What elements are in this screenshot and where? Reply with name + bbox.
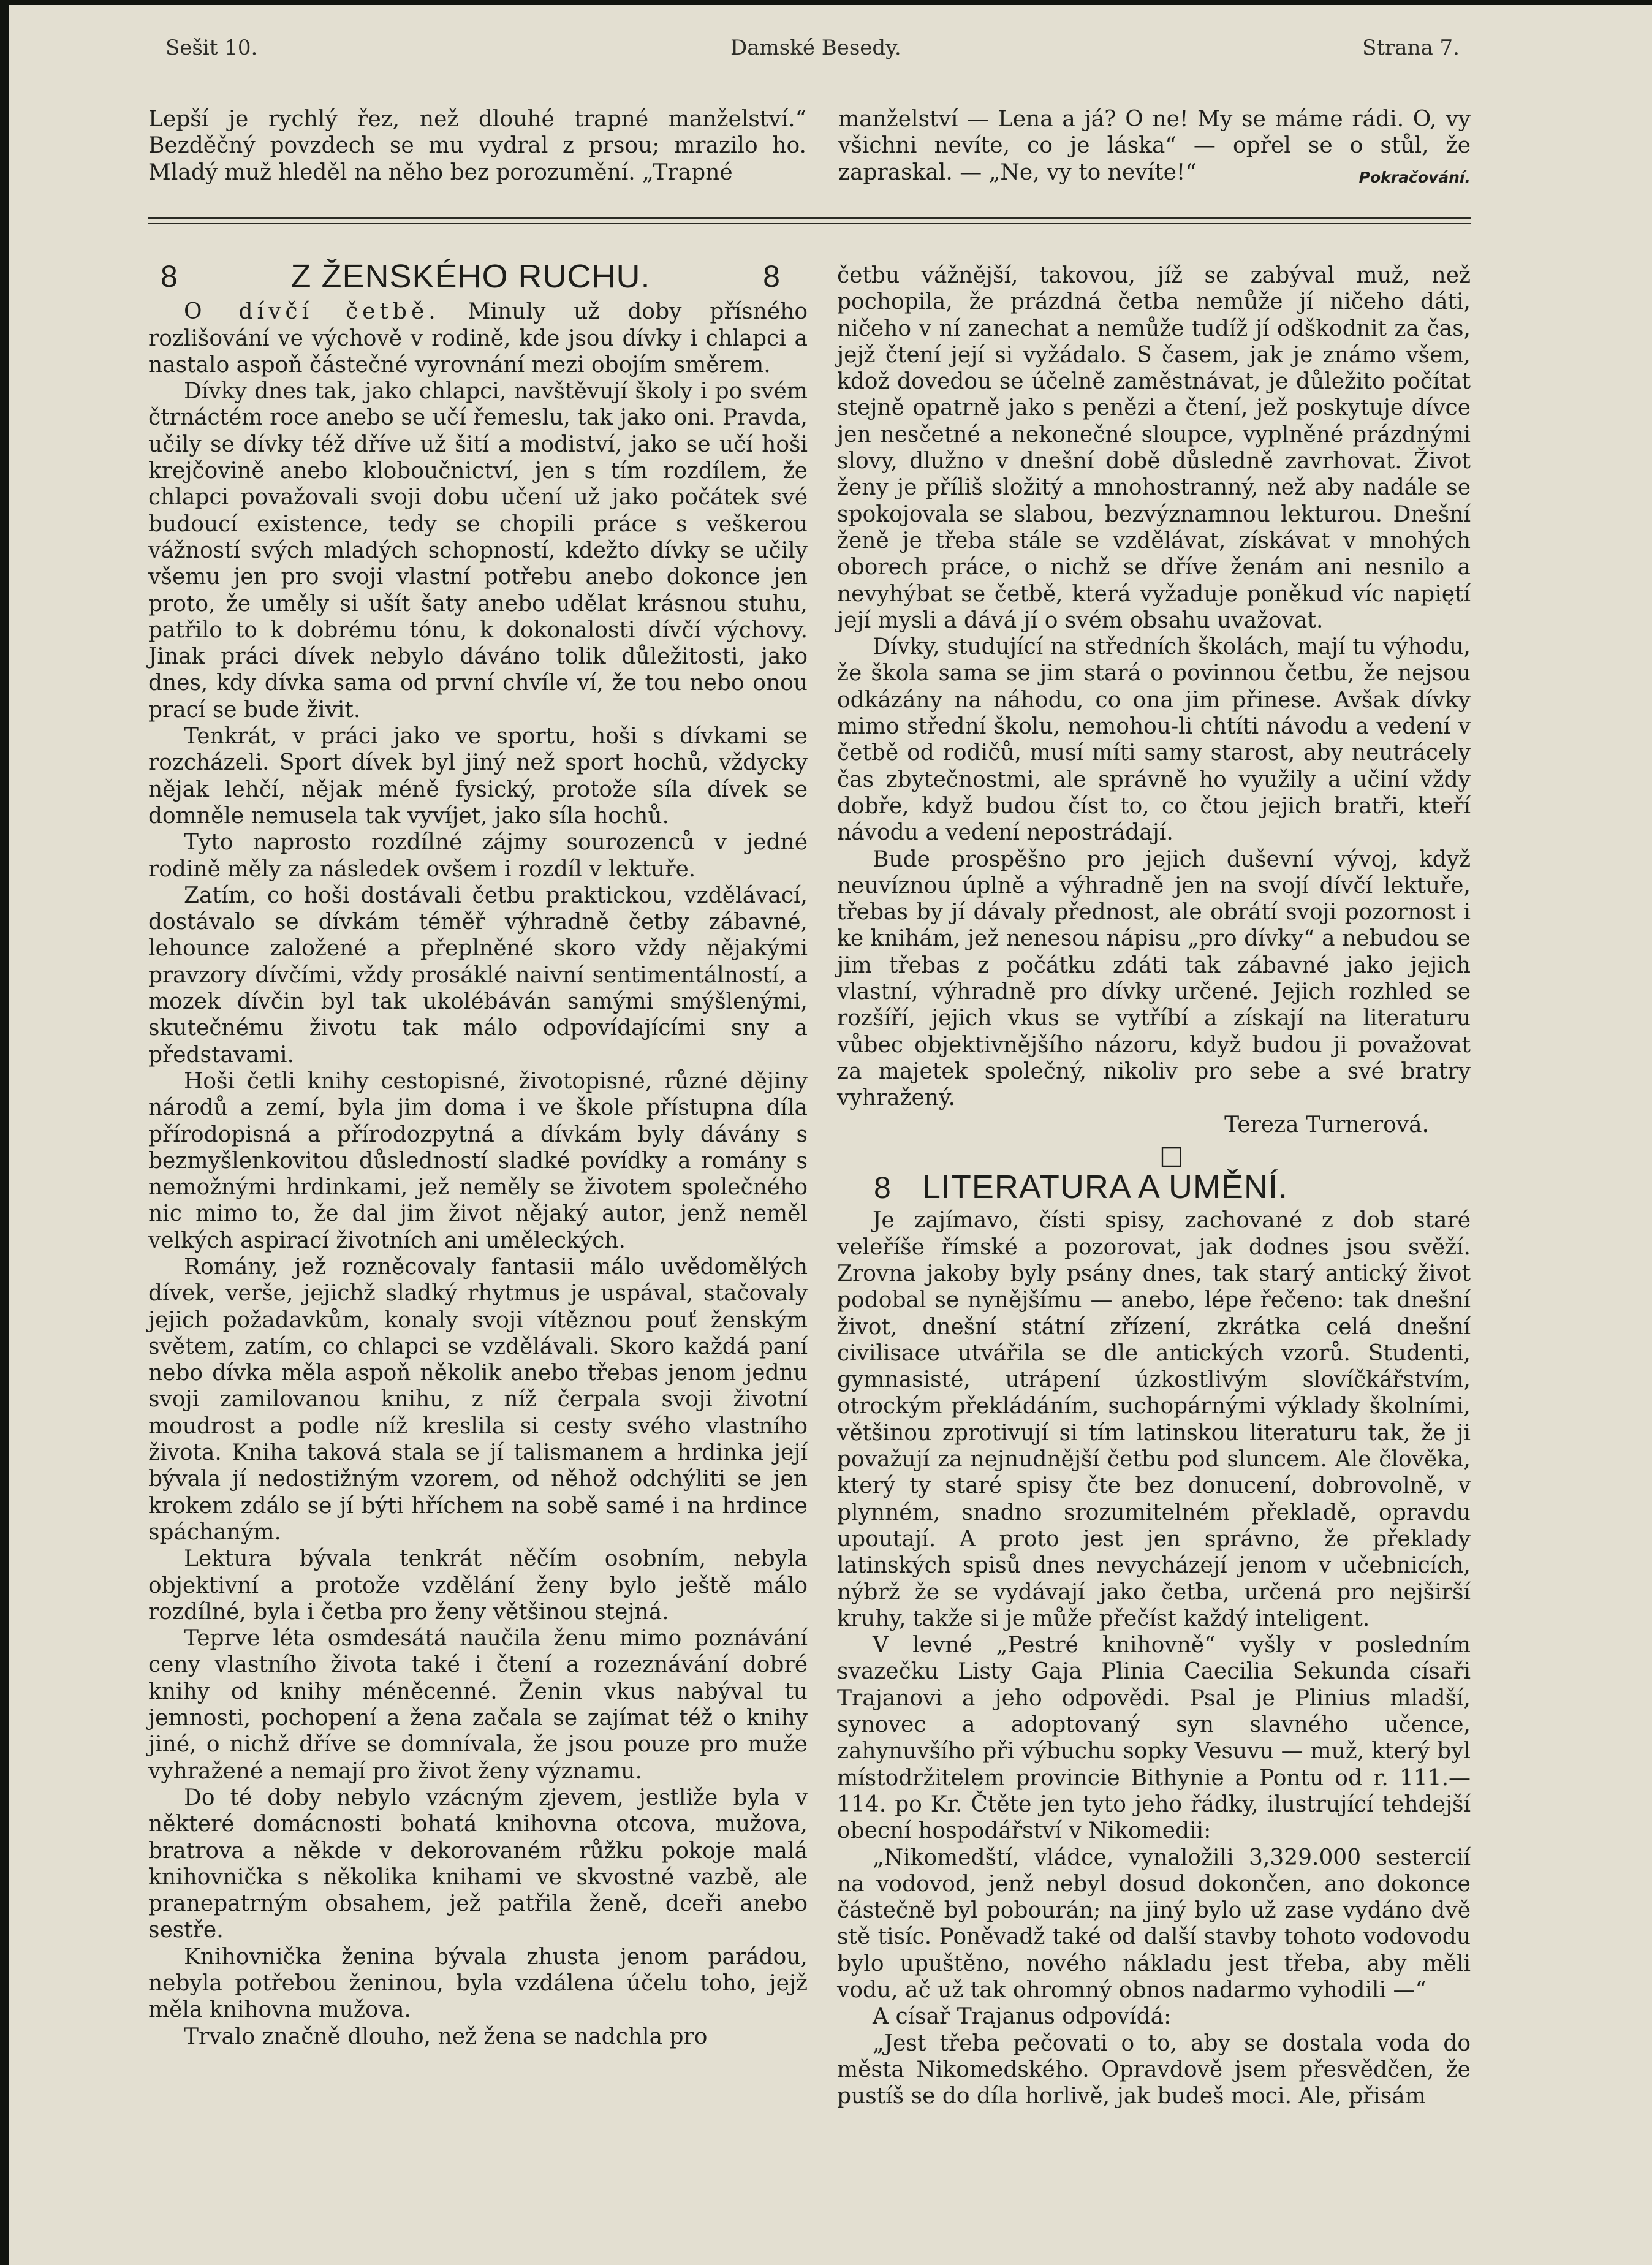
page-number: Strana 7. (1362, 36, 1460, 60)
paragraph: A císař Trajanus odpovídá: (873, 2004, 1172, 2030)
paragraph: Romány, jež rozněcovaly fantasii málo uvědomělých dívek, verše, jejichž sladký rhytmus je uspával, stačovaly jejich požadavkům, konaly svoji vítěznou pouť ženským světem, zatím, co chlapci se vzdělávali. Skoro každá paní nebo dívka měla aspoň několik anebo třebas jenom jednu svoji zamilovanou knihu, z níž čerpala svoji životní moudrost a podle níž kreslila si cesty svého vlastního života. Kniha taková stala se jí talismanem a hrdinka její bývala jí nedostižným vzorem, od něhož odchýliti se jen krokem zdálo se jí býti hříchem na sobě samé i na hrdince spáchaným. (148, 1254, 808, 1545)
paragraph: Tyto naprosto rozdílné zájmy sourozenců v jedné rodině měly za následek ovšem i rozdíl v lektuře. (148, 830, 808, 882)
continuation-note: Pokračování. (1358, 168, 1471, 186)
quoted-letter: „Nikomedští, vládce, vynaložili 3,329.000 sestercií na vodovod, jenž nebyl dosud dokončen, ano dokonce částečně byl pobourán; na jiný bylo už zase vydáno dvě stě tisíc. Poněvadž také od další stavby tohoto vodovodu bylo upuštěno, nového nákladu jest třeba, aby měli vodu, ač už tak ohromný obnos nadarmo vyhodili —“ (837, 1845, 1471, 2003)
paragraph: Hoši četli knihy cestopisné, životopisné, různé dějiny národů a zemí, byla jim doma i ve škole přístupna díla přírodopisná a přírodozpytná a dívkám byly dávány s bezmyšlenkovitou důsledností sladké povídky a romány s nemožnými hrdinkami, jež neměly se životem společného nic mimo to, že dal jim život nějaký autor, jenž neměl velkých aspirací životních ani uměleckých. (148, 1068, 808, 1253)
newspaper-page (9, 5, 1652, 2265)
quoted-letter: „Jest třeba pečovati o to, aby se dostala voda do města Nikomedského. Opravdově jsem přesvědčen, že pustíš se do díla horlivě, jak budeš moci. Ale, přisám (837, 2030, 1471, 2109)
paragraph: V levné „Pestré knihovně“ vyšly v posledním svazečku Listy Gaja Plinia Caecilia Sekunda císaři Trajanovi a jeho odpovědi. Psal je Plinius mladší, synovec a adoptovaný syn slavného učence, zahynuvšího při výbuchu sopky Vesuvu — muž, který byl místodržitelem provincie Bithynie a Pontu od r. 111.—114. po Kr. Čtěte jen tyto jeho řádky, ilustrující tehdejší obecní hospodářství v Nikomedii: (837, 1633, 1471, 1844)
story-text: manželství — Lena a já? O ne! My se máme rádi. O, vy všichni nevíte, co je láska“ — opřel se o stůl, že zapraskal. — „Ne, vy to nevíte!“ Pokračování. (838, 106, 1471, 186)
paragraph: Bude prospěšno pro jejich duševní vývoj, když neuvíznou úplně a výhradně jen na svojí dívčí lektuře, třebas by jí dávaly přednost, ale obrátí svoji pozornost i ke knihám, jež nenesou nápisu „pro dívky“ a nebudou se jim třebas z počátku zdáti tak zábavné jako jejich vlastní, výhradně pro dívky určené. Jejich rozhled se rozšíří, jejich vkus se vytříbí a získají na literaturu vůbec objektivnějšího názoru, když budou ji považovat za majetek společný, nikoliv pro sebe a své bratry vyhražený. (837, 846, 1471, 1111)
story-text: Lepší je rychlý řez, než dlouhé trapné manželství.“ Bezděčný povzdech se mu vydral z prsou; mrazilo ho. Mladý muž hleděl na něho bez porozumění. „Trapné (148, 107, 806, 185)
publication-title: Damské Besedy. (730, 36, 901, 60)
paragraph: Je zajímavo, čísti spisy, zachované z dob staré veleříše římské a pozorovat, jak dodnes jsou svěží. Zrovna jakoby byly psány dnes, tak starý antický život podobal se nynějšímu — anebo, lépe řečeno: tak dnešní život, dnešní státní zřízení, zkrátka celá dnešní civilisace utvářila se dle antických vzorů. Studenti, gymnasisté, utrápení úzkostlivým slovíčkářstvím, otrockým překládáním, suchopárnými výklady školními, většinou zprotivují si tím latinskou literaturu tak, že ji považují za nejnudnější četbu pod sluncem. Ale člověka, který ty staré spisy čte bez donucení, dobrovolně, v plynném, snadno srozumitelném překladě, opravdu upoutají. A proto jest jen správno, že překlady latinských spisů dnes nevycházejí jenom v učebnicích, nýbrž že se vydávají jako četba, určená pro nejširší kruhy, takže si je může přečíst každý inteligent. (837, 1208, 1471, 1631)
section-heading (148, 258, 808, 295)
section-title: Z ŽENSKÉHO RUCHU. (290, 258, 651, 295)
paragraph: Lektura bývala tenkrát něčím osobním, nebyla objektivní a protože vzdělání ženy bylo ještě málo rozdílné, byla i četba pro ženy většinou stejná. (148, 1546, 808, 1625)
ornament-icon: 8 (161, 259, 178, 294)
double-rule-top (148, 217, 1471, 219)
paragraph: O dívčí četbě. Minuly už doby přísného rozlišování ve výchově v rodině, kde jsou dívky i chlapci a nastalo aspoň částečné vyrovnání mezi obojím směrem. (148, 299, 808, 378)
section-heading (874, 1169, 1471, 1206)
issue-number: Sešit 10. (165, 36, 258, 60)
page-header (9, 36, 1652, 66)
paragraph: četbu vážnější, takovou, jíž se zabýval muž, než pochopila, že prázdná četba nemůže jí ničeho dáti, ničeho v ní zanechat a nemůže tudíž jí odškodnit za čas, jejž čtení její si vyžádalo. S časem, jak je známo všem, kdož dovedou se účelně zaměstnávat, je důležito počítat stejně opatrně jako s penězi a čtení, jež poskytuje dívce jen nesčetné a nekonečné sloupce, vyplněné prázdnými slovy, dlužno v dnešní době důsledně zavrhovat. Život ženy je příliš složitý a mnohostranný, než aby nadále se spokojovala se slabou, bezvýznamnou lekturou. Dnešní ženě je třeba stále se vzdělávat, získávat v mnohých oborech práce, o nichž se dříve ženám ani nesnilo a nevyhýbat se četbě, která vyžaduje poněkud víc napiętí její mysli a dává jí o svém obsahu uvažovat. (837, 263, 1471, 633)
separator-square-icon: □ (1159, 1139, 1184, 1170)
ornament-icon: 8 (874, 1170, 892, 1205)
paragraph: Knihovnička ženina bývala zhusta jenom parádou, nebyla potřebou ženinou, byla vzdálena účelu toho, jejž měla knihovna mužova. (148, 1944, 808, 2023)
paragraph: Trvalo značně dlouho, než žena se nadchla pro (184, 2024, 708, 2049)
paragraph: Dívky dnes tak, jako chlapci, navštěvují školy i po svém čtrnáctém roce anebo se učí řemeslu, tak jako oni. Pravda, učily se dívky též dříve už šití a modiství, jako se učí hoši krejčovině anebo kloboučnictví, jen s tím rozdílem, že chlapci považovali svoji dobu učení už jako počátek své budoucí existence, tedy se chopili práce s veškerou vážností svých mladých schopností, kdežto dívky se učily všemu jen pro svoji vlastní potřebu anebo dokonce jen proto, že uměly si ušít šaty anebo udělat krásnou stuhu, patřilo to k dobrému tónu, k dokonalosti dívčí výchovy. Jinak práci dívek nebylo dáváno tolik důležitosti, jako dnes, kdy dívka sama od první chvíle ví, že tou nebo onou prací se bude živit. (148, 379, 808, 723)
article-column-right (837, 262, 1471, 2109)
story-ending-left (148, 106, 806, 186)
article-subtitle: O dívčí četbě. (184, 299, 440, 325)
paragraph: Tenkrát, v práci jako ve sportu, hoši s dívkami se rozcházeli. Sport dívek byl jiný než sport hochů, vždycky nějak lehčí, nějak méně fysický, protože síla dívek se domněle nemusela tak vyvíjet, jako síla hochů. (148, 724, 808, 829)
paragraph: Zatím, co hoši dostávali četbu praktickou, vzdělávací, dostávalo se dívkám téměř výhradně četby zábavné, lehounce založené a přeplněné skoro vždy nějakými pravzory dívčími, vždy prosáklé naivní sentimentálností, a mozek dívčin byl tak ukolébáván samými smýšlenými, skutečnému životu tak málo odpovídajícími sny a představami. (148, 882, 808, 1068)
story-ending-right (838, 106, 1471, 191)
ornament-icon: 8 (763, 259, 781, 294)
author-signature: Tereza Turnerová. (1224, 1112, 1429, 1137)
paragraph: Dívky, studující na středních školách, mají tu výhodu, že škola sama se jim stará o povinnou četbu, že nejsou odkázány na náhodu, co ona jim přinese. Avšak dívky mimo střední školu, nemohou-li chtíti návodu a vedení v četbě od rodičů, musí míti samy starost, aby neutrácely čas zbytečnostmi, ale správně ho využily a učiní vždy dobře, když budou číst to, co čtou jejich bratři, kteří návodu a vedení nepostrádají. (837, 634, 1471, 846)
paragraph: Teprve léta osmdesátá naučila ženu mimo poznávání ceny vlastního života také i čtení a rozeznávání dobré knihy od knihy méněcenné. Ženin vkus nabýval tu jemnosti, pochopení a žena začala se zajímat též o knihy jiné, o nichž dříve se domnívala, že jsou pouze pro muže vyhražené a nemají pro život ženy významu. (148, 1626, 808, 1784)
article-column-left (148, 258, 808, 2050)
section-title: LITERATURA A UMĚNÍ. (922, 1169, 1288, 1206)
double-rule-bottom (148, 223, 1471, 224)
paragraph: Do té doby nebylo vzácným zjevem, jestliže byla v některé domácnosti bohatá knihovna otcova, mužova, bratrova a někde v dekorovaném růžku pokoje malá knihovnička s několika knihami ve skvostné vazbě, ale pranepatrným obsahem, jež patřila ženě, dceři anebo sestře. (148, 1785, 808, 1943)
